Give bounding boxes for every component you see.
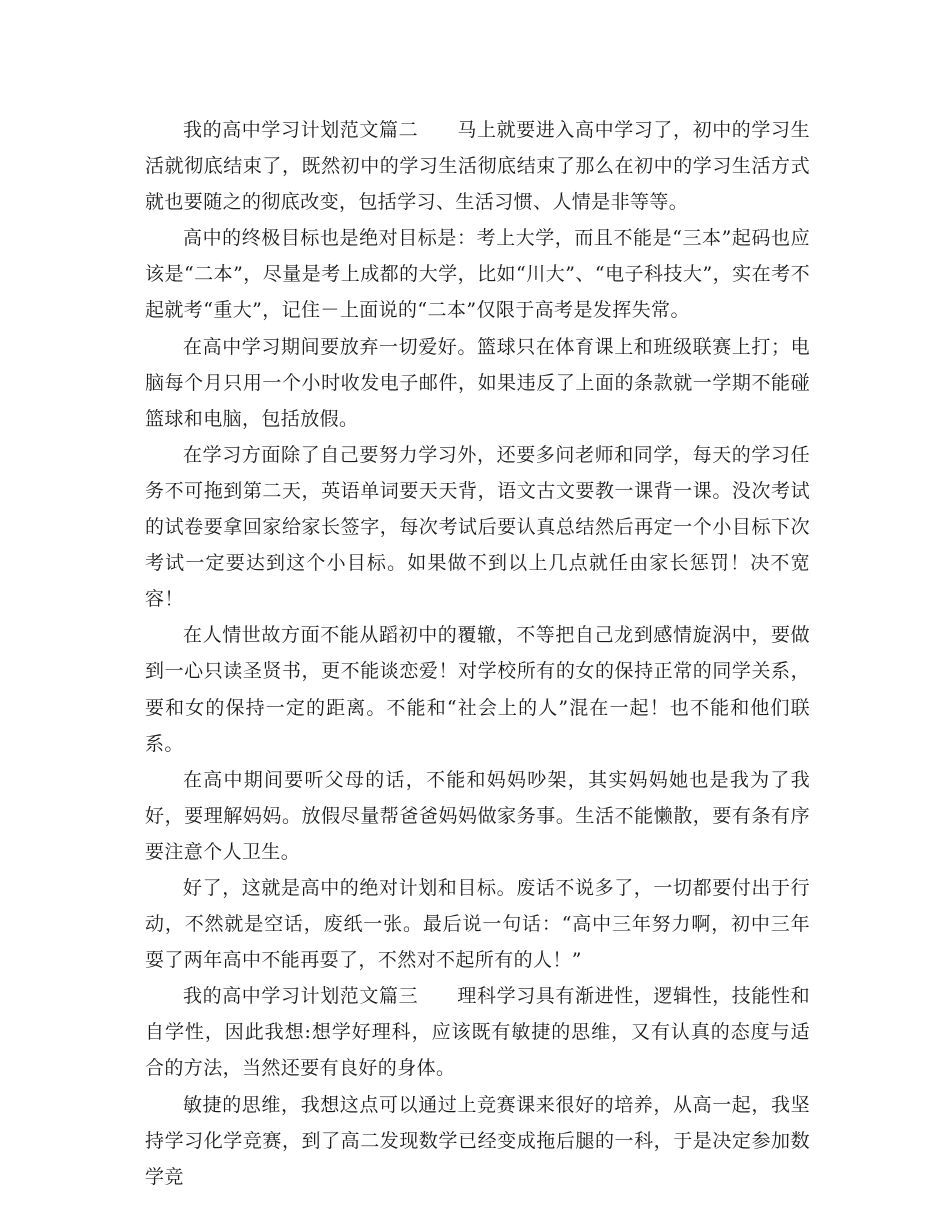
paragraph-7: 好了，这就是高中的绝对计划和目标。废话不说多了，一切都要付出于行动，不然就是空话，废纸一张。最后说一句话：“高中三年努力啊，初中三年耍了两年高中不能再耍了，不然对不起所有的人！” bbox=[145, 876, 810, 972]
paragraph-1: 我的高中学习计划范文篇二 马上就要进入高中学习了，初中的学习生活就彻底结束了，既然初中的学习生活彻底结束了那么在初中的学习生活方式就也要随之的彻底改变，包括学习、生活习惯、人情是非等等。 bbox=[145, 119, 810, 214]
paragraph-8: 我的高中学习计划范文篇三 理科学习具有渐进性，逻辑性，技能性和自学性，因此我想:想学好理科，应该既有敏捷的思维，又有认真的态度与适合的方法，当然还要有良好的身体。 bbox=[145, 985, 810, 1080]
paragraph-6: 在高中期间要听父母的话，不能和妈妈吵架，其实妈妈她也是我为了我好，要理解妈妈。放假尽量帮爸爸妈妈做家务事。生活不能懒散，要有条有序要注意个人卫生。 bbox=[145, 768, 810, 863]
document-body bbox=[145, 112, 810, 1195]
paragraph-3: 在高中学习期间要放弃一切爱好。篮球只在体育课上和班级联赛上打；电脑每个月只用一个小时收发电子邮件，如果违反了上面的条款就一学期不能碰篮球和电脑，包括放假。 bbox=[145, 335, 810, 430]
paragraph-4: 在学习方面除了自己要努力学习外，还要多问老师和同学，每天的学习任务不可拖到第二天，英语单词要天天背，语文古文要教一课背一课。没次考试的试卷要拿回家给家长签字，每次考试后要认真总结然后再定一个小目标下次考试一定要达到这个小目标。如果做不到以上几点就任由家长惩罚！决不宽容！ bbox=[145, 443, 810, 611]
paragraph-9: 敏捷的思维，我想这点可以通过上竞赛课来很好的培养，从高一起，我坚持学习化学竞赛，到了高二发现数学已经变成拖后腿的一科，于是决定参加数学竞 bbox=[145, 1093, 810, 1188]
paragraph-2: 高中的终极目标也是绝对目标是：考上大学，而且不能是“三本”起码也应该是“二本”，尽量是考上成都的大学，比如“川大”、“电子科技大”，实在考不起就考“重大”，记住－上面说的“二本”仅限于高考是发挥失常。 bbox=[145, 227, 810, 322]
paragraph-5: 在人情世故方面不能从蹈初中的覆辙，不等把自己龙到感情旋涡中，要做到一心只读圣贤书，更不能谈恋爱！对学校所有的女的保持正常的同学关系，要和女的保持一定的距离。不能和“社会上的人”混在一起！也不能和他们联系。 bbox=[145, 624, 810, 755]
